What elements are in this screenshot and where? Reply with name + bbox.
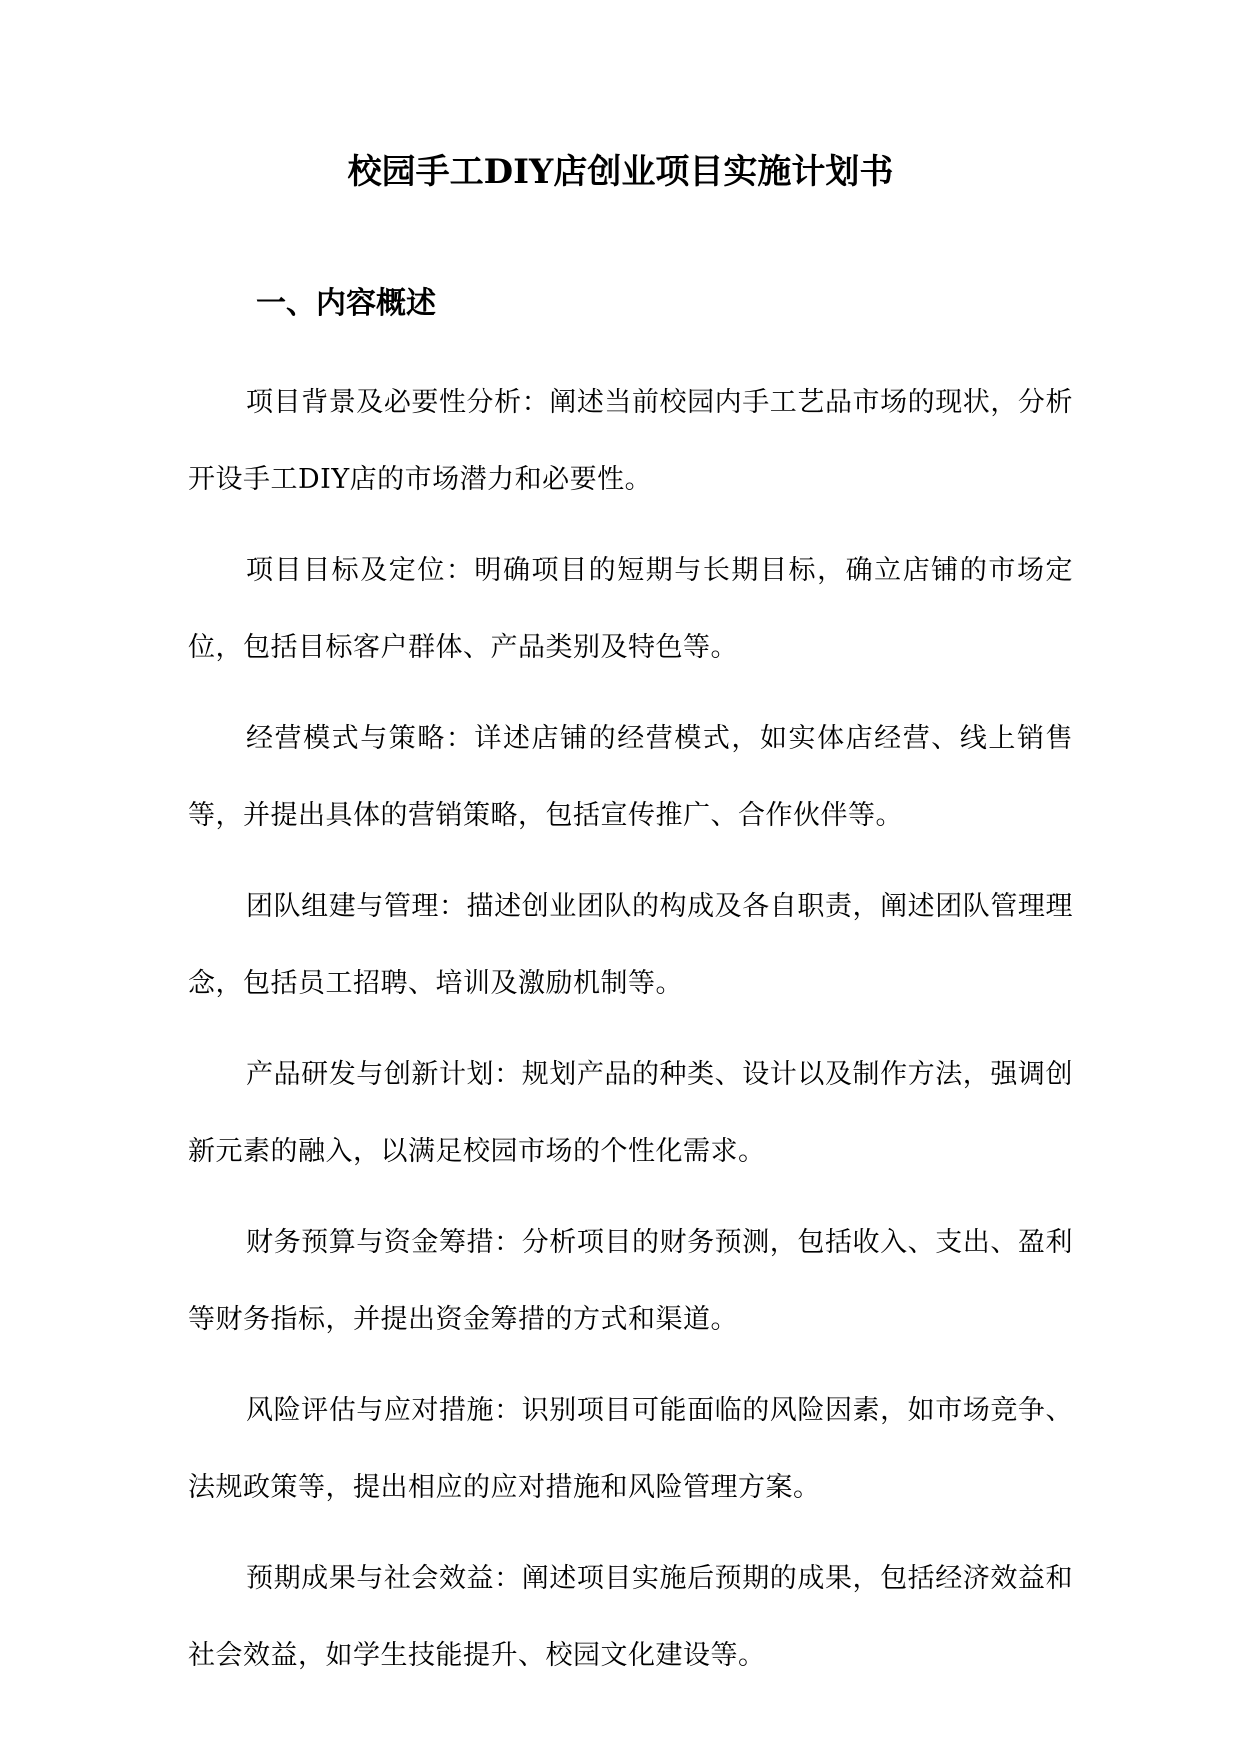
paragraph-risk: 风险评估与应对措施：识别项目可能面临的风险因素，如市场竞争、法规政策等，提出相应的应对措施和风险管理方案。 (188, 1395, 1073, 1503)
document-body (188, 364, 1073, 1708)
paragraph-background: 项目背景及必要性分析：阐述当前校园内手工艺品市场的现状，分析开设手工DIY店的市场潜力和必要性。 (188, 387, 1073, 495)
paragraph-team: 团队组建与管理：描述创业团队的构成及各自职责，阐述团队管理理念，包括员工招聘、培训及激励机制等。 (188, 891, 1073, 999)
paragraph-product-rd: 产品研发与创新计划：规划产品的种类、设计以及制作方法，强调创新元素的融入，以满足校园市场的个性化需求。 (188, 1059, 1073, 1167)
document-title: 校园手工DIY店创业项目实施计划书 (347, 152, 894, 192)
paragraph-business-model: 经营模式与策略：详述店铺的经营模式，如实体店经营、线上销售等，并提出具体的营销策略，包括宣传推广、合作伙伴等。 (188, 723, 1073, 831)
paragraph-finance: 财务预算与资金筹措：分析项目的财务预测，包括收入、支出、盈利等财务指标，并提出资金筹措的方式和渠道。 (188, 1227, 1073, 1335)
paragraph-goals: 项目目标及定位：明确项目的短期与长期目标，确立店铺的市场定位，包括目标客户群体、产品类别及特色等。 (188, 555, 1073, 663)
section-heading: 一、内容概述 (256, 286, 436, 321)
paragraph-outcomes: 预期成果与社会效益：阐述项目实施后预期的成果，包括经济效益和社会效益，如学生技能提升、校园文化建设等。 (188, 1563, 1073, 1671)
